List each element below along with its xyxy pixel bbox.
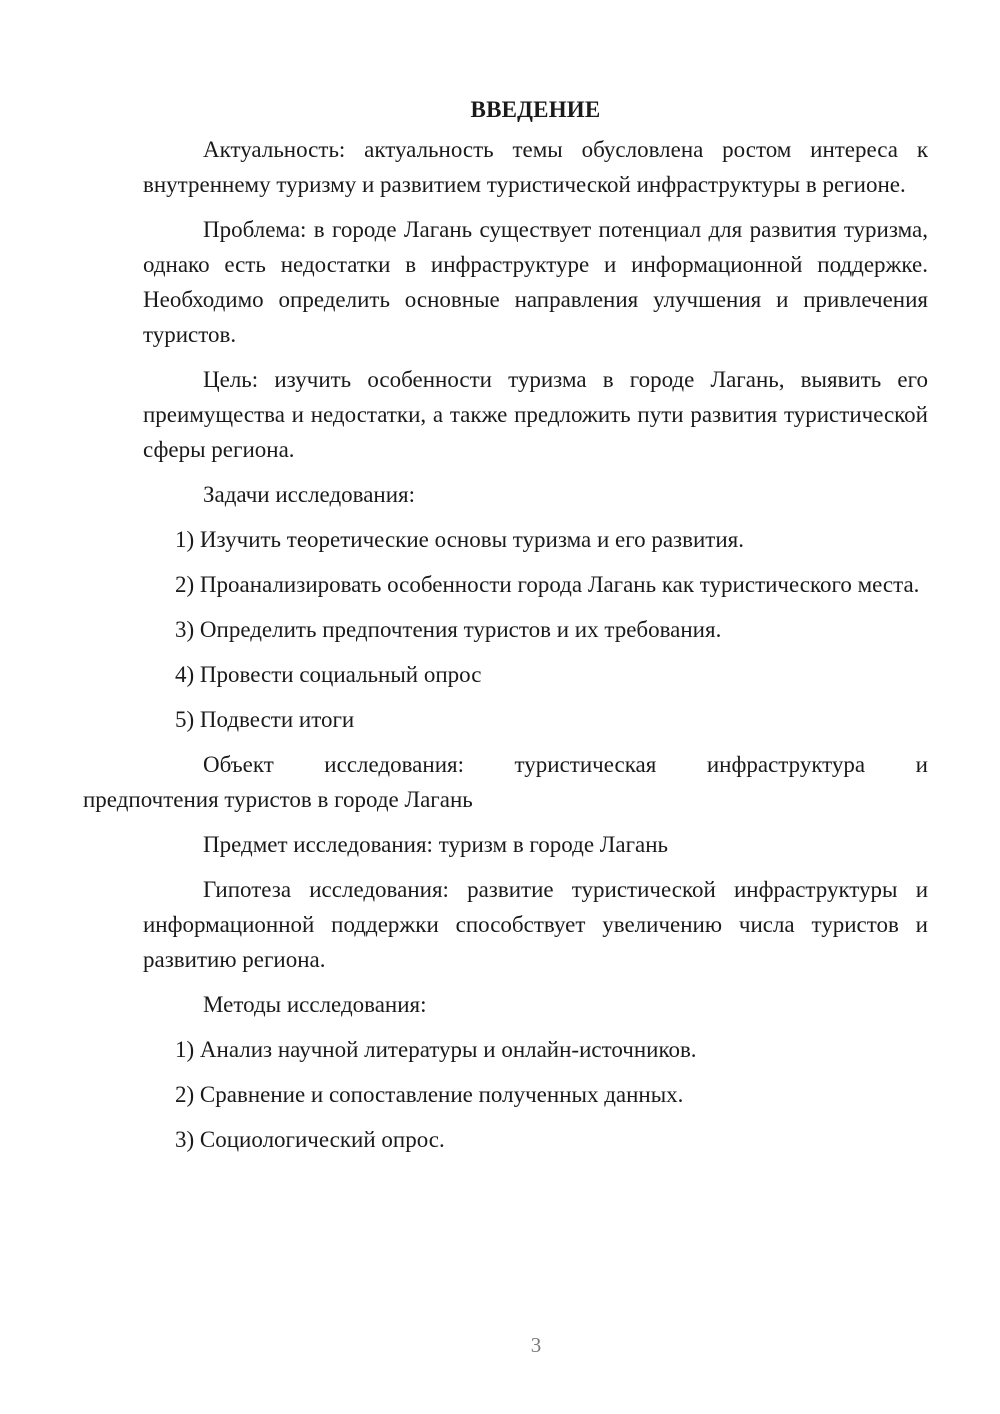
method-item: 1) Анализ научной литературы и онлайн-источников. — [175, 1037, 697, 1062]
task-item: 4) Провести социальный опрос — [175, 662, 482, 687]
method-item: 3) Социологический опрос. — [175, 1127, 445, 1152]
task-item: 2) Проанализировать особенности города Лагань как туристического места. — [175, 572, 920, 597]
hypothesis-paragraph: Гипотеза исследования: развитие туристической инфраструктуры и информационной поддержки способствует увеличению числа туристов и развитию региона. — [143, 877, 928, 972]
object-line-2: предпочтения туристов в городе Лагань — [83, 787, 473, 812]
task-item: 1) Изучить теоретические основы туризма и его развития. — [175, 527, 744, 552]
page-number: 3 — [530, 1333, 542, 1357]
methods-heading: Методы исследования: — [203, 992, 427, 1017]
object-paragraph — [83, 747, 928, 817]
task-item: 3) Определить предпочтения туристов и их требования. — [175, 617, 722, 642]
section-title: ВВЕДЕНИЕ — [470, 97, 601, 122]
task-item: 5) Подвести итоги — [175, 707, 355, 732]
object-line-1: Объект исследования: туристическая инфраструктура и — [203, 752, 928, 777]
tasks-heading: Задачи исследования: — [203, 482, 416, 507]
goal-paragraph: Цель: изучить особенности туризма в городе Лагань, выявить его преимущества и недостатки, а также предложить пути развития туристической сферы региона. — [143, 367, 928, 462]
problem-paragraph: Проблема: в городе Лагань существует потенциал для развития туризма, однако есть недостатки в инфраструктуре и информационной поддержке. Необходимо определить основные направления улучшения и привлечения туристов. — [143, 217, 928, 347]
document-body — [83, 92, 928, 1167]
subject-paragraph: Предмет исследования: туризм в городе Лагань — [203, 832, 669, 857]
method-item: 2) Сравнение и сопоставление полученных данных. — [175, 1082, 684, 1107]
relevance-paragraph: Актуальность: актуальность темы обусловлена ростом интереса к внутреннему туризму и развитием туристической инфраструктуры в регионе. — [143, 137, 928, 197]
